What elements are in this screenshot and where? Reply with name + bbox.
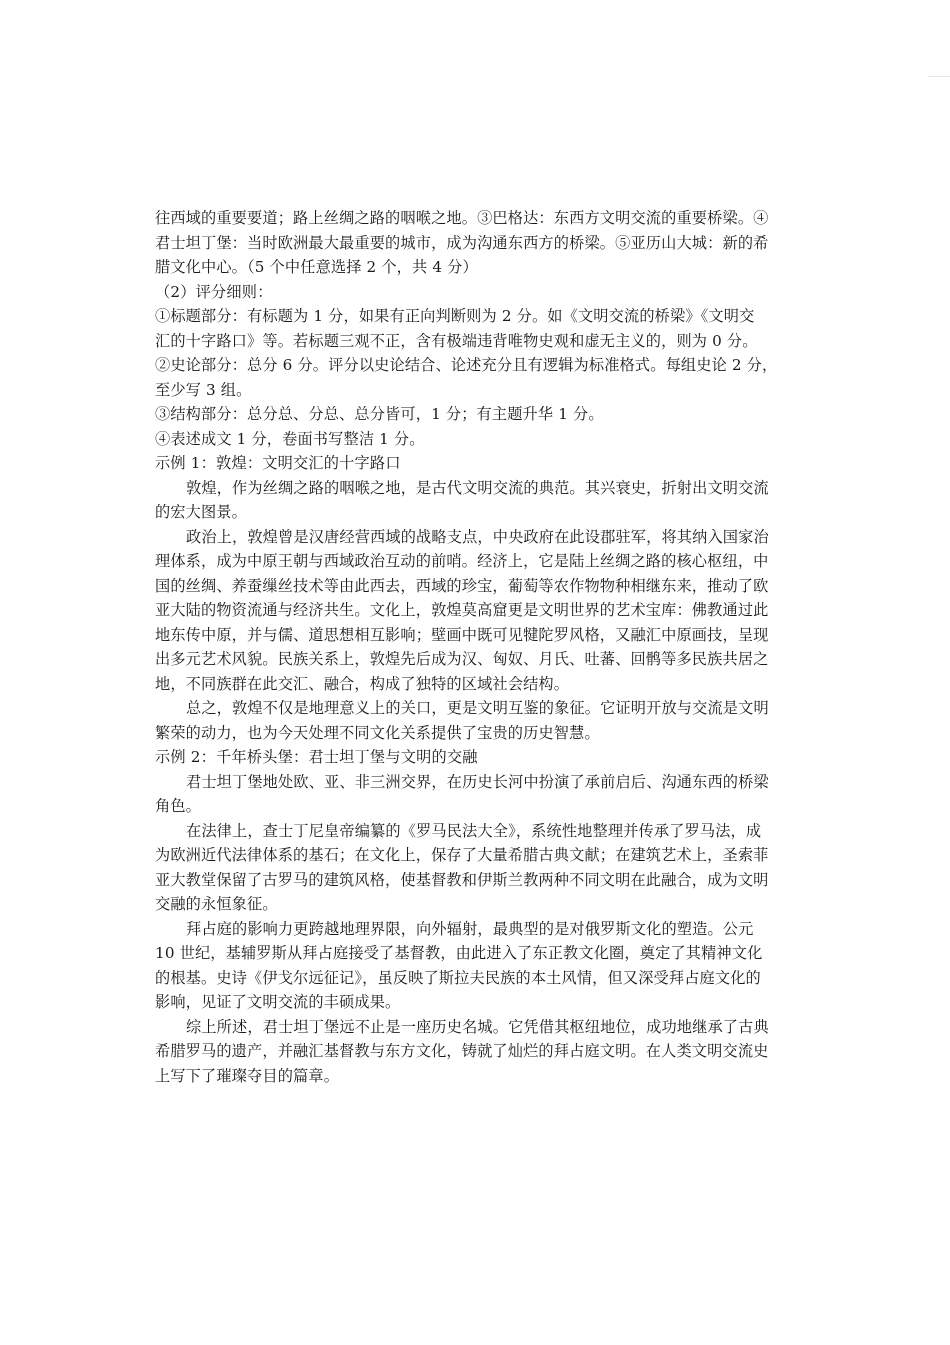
- text-line: 国的丝绸、养蚕缫丝技术等由此西去，西域的珍宝，葡萄等农作物物种相继东来，推动了欧: [155, 576, 769, 595]
- text-line: 君士坦丁堡地处欧、亚、非三洲交界，在历史长河中扮演了承前启后、沟通东西的桥梁: [186, 772, 769, 791]
- text-line: 亚大陆的物资流通与经济共生。文化上，敦煌莫高窟更是文明世界的艺术宝库：佛教通过此: [155, 601, 769, 619]
- text-line: ②史论部分：总分 6 分。评分以史论结合、论述充分且有逻辑为标准格式。每组史论 2 分，: [155, 356, 778, 374]
- text-line: 的根基。史诗《伊戈尔远征记》，虽反映了斯拉夫民族的本土风情，但又深受拜占庭文化的: [155, 968, 761, 987]
- text-line: 10 世纪，基辅罗斯从拜占庭接受了基督教，由此进入了东正教文化圈，奠定了其精神文化: [155, 944, 763, 962]
- page-edge-mark: [928, 76, 950, 77]
- text-line: 君士坦丁堡：当时欧洲最大最重要的城市，成为沟通东西方的桥梁。⑤亚历山大城：新的希: [155, 233, 769, 252]
- document-body: [155, 206, 800, 1088]
- text-line: ④表述成文 1 分，卷面书写整洁 1 分。: [155, 429, 425, 448]
- text-line: 地，不同族群在此交汇、融合，构成了独特的区域社会结构。: [155, 674, 570, 693]
- text-line: 交融的永恒象征。: [155, 895, 278, 913]
- text-line: 出多元艺术风貌。民族关系上，敦煌先后成为汉、匈奴、月氏、吐蕃、回鹘等多民族共居之: [155, 650, 769, 668]
- text-line: 为欧洲近代法律体系的基石；在文化上，保存了大量希腊古典文献；在建筑艺术上，圣索菲: [155, 846, 769, 864]
- text-line: 繁荣的动力，也为今天处理不同文化关系提供了宝贵的历史智慧。: [155, 723, 600, 742]
- text-line: 亚大教堂保留了古罗马的建筑风格，使基督教和伊斯兰教两种不同文明在此融合，成为文明: [155, 870, 769, 889]
- text-line: 敦煌，作为丝绸之路的咽喉之地，是古代文明交流的典范。其兴衰史，折射出文明交流: [186, 478, 769, 497]
- text-line: 角色。: [155, 797, 202, 815]
- text-line: 上写下了璀璨夺目的篇章。: [155, 1066, 340, 1085]
- text-line: 希腊罗马的遗产，并融汇基督教与东方文化，铸就了灿烂的拜占庭文明。在人类文明交流史: [155, 1042, 769, 1060]
- text-line: ①标题部分：有标题为 1 分，如果有正向判断则为 2 分。如《文明交流的桥梁》《文明交: [155, 307, 755, 325]
- text-line: 往西域的重要要道；路上丝绸之路的咽喉之地。③巴格达：东西方文明交流的重要桥梁。④: [155, 209, 769, 227]
- example-heading: 示例 1：敦煌：文明交汇的十字路口: [155, 454, 401, 472]
- text-line: 至少写 3 组。: [155, 380, 252, 399]
- text-line: 在法律上，查士丁尼皇帝编纂的《罗马民法大全》，系统性地整理并传承了罗马法，成: [186, 821, 762, 840]
- text-line: 政治上，敦煌曾是汉唐经营西域的战略支点，中央政府在此设郡驻军，将其纳入国家治: [186, 527, 769, 546]
- text-line: 的宏大图景。: [155, 503, 248, 521]
- section-heading: （2）评分细则：: [155, 282, 273, 301]
- text-line: 汇的十字路口》等。若标题三观不正，含有极端违背唯物史观和虚无主义的，则为 0 分。: [155, 331, 758, 350]
- text-line: 理体系，成为中原王朝与西域政治互动的前哨。经济上，它是陆上丝绸之路的核心枢纽，中: [155, 552, 769, 570]
- text-line: 拜占庭的影响力更跨越地理界限，向外辐射，最典型的是对俄罗斯文化的塑造。公元: [186, 919, 754, 938]
- text-line: ③结构部分：总分总、分总、总分皆可，1 分；有主题升华 1 分。: [155, 405, 604, 423]
- text-line: 综上所述，君士坦丁堡远不止是一座历史名城。它凭借其枢纽地位，成功地继承了古典: [186, 1017, 769, 1036]
- text-line: 总之，敦煌不仅是地理意义上的关口，更是文明互鉴的象征。它证明开放与交流是文明: [186, 699, 769, 717]
- text-line: 影响，见证了文明交流的丰硕成果。: [155, 993, 401, 1011]
- text-line: 腊文化中心。（5 个中任意选择 2 个，共 4 分）: [155, 258, 478, 276]
- text-line: 地东传中原，并与儒、道思想相互影响；壁画中既可见犍陀罗风格，又融汇中原画技，呈现: [155, 625, 769, 644]
- example-heading: 示例 2：千年桥头堡：君士坦丁堡与文明的交融: [155, 748, 478, 766]
